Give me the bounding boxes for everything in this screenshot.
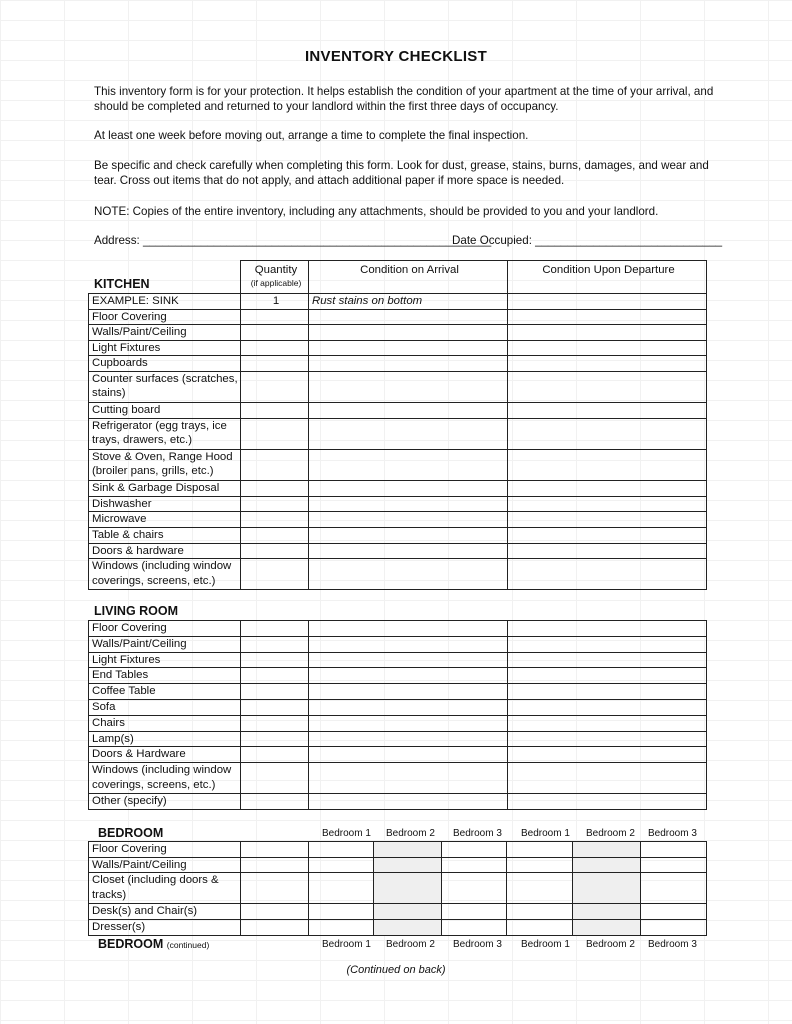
living-room-table <box>88 620 707 810</box>
bedroom-column-header: Bedroom 2 <box>586 828 635 839</box>
table-row <box>89 340 707 356</box>
arrival-condition-cell[interactable] <box>309 747 508 763</box>
departure-condition-cell[interactable] <box>508 652 707 668</box>
departure-condition-cell[interactable] <box>508 371 707 402</box>
bedroom-item-label: Closet (including doors & tracks) <box>89 873 241 904</box>
bedroom-2-cell[interactable] <box>374 919 442 935</box>
departure-condition-cell[interactable] <box>508 543 707 559</box>
bedroom-6-cell[interactable] <box>641 857 707 873</box>
bedroom-column-header: Bedroom 3 <box>648 828 697 839</box>
bedroom-column-header: Bedroom 2 <box>386 828 435 839</box>
living-room-item-label: Lamp(s) <box>89 731 241 747</box>
living-room-item-label: Light Fixtures <box>89 652 241 668</box>
departure-condition-cell[interactable] <box>508 325 707 341</box>
bedroom-3-cell[interactable] <box>442 842 507 858</box>
arrival-condition-cell[interactable] <box>309 684 508 700</box>
bedroom-2-cell[interactable] <box>374 873 442 904</box>
quantity-cell[interactable] <box>241 621 309 637</box>
bedroom-4-cell[interactable] <box>507 857 573 873</box>
living-room-item-label: Other (specify) <box>89 794 241 810</box>
arrival-condition-cell[interactable] <box>309 699 508 715</box>
bedroom-1-cell[interactable] <box>309 904 374 920</box>
arrival-condition-cell[interactable] <box>309 356 508 372</box>
arrival-condition-cell[interactable] <box>309 763 508 794</box>
kitchen-item-label: Cupboards <box>89 356 241 372</box>
arrival-condition-cell[interactable] <box>309 527 508 543</box>
arrival-header: Condition on Arrival <box>309 261 508 294</box>
example-arrival-condition: Rust stains on bottom <box>309 294 508 310</box>
bedroom-1-cell[interactable] <box>309 919 374 935</box>
quantity-cell[interactable] <box>241 481 309 497</box>
table-row <box>89 309 707 325</box>
kitchen-item-label: Floor Covering <box>89 309 241 325</box>
arrival-condition-cell[interactable] <box>309 731 508 747</box>
quantity-cell[interactable] <box>241 512 309 528</box>
quantity-cell[interactable] <box>241 652 309 668</box>
quantity-cell[interactable] <box>241 636 309 652</box>
table-row <box>89 747 707 763</box>
departure-condition-cell[interactable] <box>508 496 707 512</box>
arrival-condition-cell[interactable] <box>309 403 508 419</box>
arrival-condition-cell[interactable] <box>309 652 508 668</box>
bedroom-5-cell[interactable] <box>573 857 641 873</box>
bedroom-6-cell[interactable] <box>641 873 707 904</box>
note-paragraph: NOTE: Copies of the entire inventory, including any attachments, should be provided to you and your landlord. <box>94 205 659 218</box>
departure-condition-cell[interactable] <box>508 356 707 372</box>
page-title: INVENTORY CHECKLIST <box>304 48 488 65</box>
living-room-item-label: Walls/Paint/Ceiling <box>89 636 241 652</box>
kitchen-item-label: Refrigerator (egg trays, ice trays, drawers, etc.) <box>89 418 241 449</box>
departure-condition-cell[interactable] <box>508 309 707 325</box>
living-room-item-label: Coffee Table <box>89 684 241 700</box>
bedroom-2-cell[interactable] <box>374 857 442 873</box>
quantity-cell[interactable] <box>241 715 309 731</box>
kitchen-item-label: Microwave <box>89 512 241 528</box>
quantity-cell[interactable] <box>241 340 309 356</box>
table-row <box>89 418 707 449</box>
quantity-cell[interactable] <box>241 403 309 419</box>
departure-condition-cell[interactable] <box>508 403 707 419</box>
quantity-cell[interactable] <box>241 418 309 449</box>
bedroom-column-header: Bedroom 1 <box>521 828 570 839</box>
bedroom-item-label: Dresser(s) <box>89 919 241 935</box>
departure-header: Condition Upon Departure <box>508 261 707 294</box>
bedroom-column-header: Bedroom 3 <box>453 939 502 950</box>
table-row <box>89 449 707 480</box>
quantity-cell[interactable] <box>241 699 309 715</box>
quantity-cell[interactable] <box>241 449 309 480</box>
quantity-cell[interactable] <box>241 842 309 858</box>
table-row <box>89 857 707 873</box>
departure-condition-cell[interactable] <box>508 763 707 794</box>
quantity-cell[interactable] <box>241 731 309 747</box>
departure-condition-cell[interactable] <box>508 449 707 480</box>
date-occupied-field[interactable]: Date Occupied: _____________________________ <box>452 234 723 247</box>
table-row <box>89 403 707 419</box>
quantity-cell[interactable] <box>241 325 309 341</box>
departure-condition-cell[interactable] <box>508 715 707 731</box>
table-row <box>89 904 707 920</box>
bedroom-column-header: Bedroom 3 <box>453 828 502 839</box>
quantity-cell[interactable] <box>241 543 309 559</box>
arrival-condition-cell[interactable] <box>309 418 508 449</box>
kitchen-item-label: Counter surfaces (scratches, stains) <box>89 371 241 402</box>
quantity-cell[interactable] <box>241 309 309 325</box>
departure-condition-cell[interactable] <box>508 699 707 715</box>
bedroom-column-header: Bedroom 2 <box>586 939 635 950</box>
departure-condition-cell[interactable] <box>508 731 707 747</box>
quantity-header: Quantity (if applicable) <box>241 261 309 294</box>
departure-condition-cell[interactable] <box>508 747 707 763</box>
arrival-condition-cell[interactable] <box>309 621 508 637</box>
arrival-condition-cell[interactable] <box>309 325 508 341</box>
quantity-cell[interactable] <box>241 668 309 684</box>
table-row <box>89 652 707 668</box>
living-room-item-label: Floor Covering <box>89 621 241 637</box>
kitchen-table <box>88 260 707 590</box>
intro-paragraph: This inventory form is for your protection. It helps establish the condition of your apartment at the time of your arrival, and should be completed and returned to your landlord within the first three days of occupancy. <box>94 85 714 113</box>
kitchen-item-label: Sink & Garbage Disposal <box>89 481 241 497</box>
bedroom-item-label: Desk(s) and Chair(s) <box>89 904 241 920</box>
arrival-condition-cell[interactable] <box>309 496 508 512</box>
bedroom-5-cell[interactable] <box>573 873 641 904</box>
quantity-cell[interactable] <box>241 559 309 590</box>
bedroom-table <box>88 841 707 936</box>
kitchen-item-label: Walls/Paint/Ceiling <box>89 325 241 341</box>
kitchen-item-label: Dishwasher <box>89 496 241 512</box>
living-room-item-label: Chairs <box>89 715 241 731</box>
arrival-condition-cell[interactable] <box>309 715 508 731</box>
quantity-cell[interactable] <box>241 684 309 700</box>
kitchen-header-item <box>89 261 241 294</box>
example-quantity: 1 <box>241 294 309 310</box>
bedroom-4-cell[interactable] <box>507 873 573 904</box>
table-row <box>89 763 707 794</box>
living-room-item-label: Windows (including window coverings, screens, etc.) <box>89 763 241 794</box>
quantity-cell[interactable] <box>241 356 309 372</box>
bedroom-2-cell[interactable] <box>374 904 442 920</box>
table-row <box>89 636 707 652</box>
table-row <box>89 842 707 858</box>
bedroom-item-label: Walls/Paint/Ceiling <box>89 857 241 873</box>
bedroom-3-cell[interactable] <box>442 873 507 904</box>
bedroom-3-cell[interactable] <box>442 857 507 873</box>
departure-condition-cell[interactable] <box>508 684 707 700</box>
bedroom-continued-title: BEDROOM (continued) <box>98 937 210 951</box>
table-row <box>89 371 707 402</box>
departure-condition-cell[interactable] <box>508 794 707 810</box>
quantity-cell[interactable] <box>241 371 309 402</box>
table-row <box>89 699 707 715</box>
arrival-condition-cell[interactable] <box>309 636 508 652</box>
living-room-item-label: End Tables <box>89 668 241 684</box>
bedroom-column-header: Bedroom 1 <box>322 939 371 950</box>
bedroom-6-cell[interactable] <box>641 842 707 858</box>
table-row <box>89 481 707 497</box>
arrival-condition-cell[interactable] <box>309 559 508 590</box>
table-row <box>89 715 707 731</box>
bedroom-column-header: Bedroom 1 <box>521 939 570 950</box>
arrival-condition-cell[interactable] <box>309 481 508 497</box>
departure-condition-cell[interactable] <box>508 668 707 684</box>
table-row <box>89 873 707 904</box>
bedroom-item-label: Floor Covering <box>89 842 241 858</box>
bedroom-2-cell[interactable] <box>374 842 442 858</box>
living-room-item-label: Doors & Hardware <box>89 747 241 763</box>
kitchen-item-label: Cutting board <box>89 403 241 419</box>
table-row <box>89 919 707 935</box>
bedroom-column-header: Bedroom 1 <box>322 828 371 839</box>
bedroom-column-header: Bedroom 3 <box>648 939 697 950</box>
example-item: EXAMPLE: SINK <box>89 294 241 310</box>
quantity-cell[interactable] <box>241 747 309 763</box>
quantity-cell[interactable] <box>241 527 309 543</box>
bedroom-6-cell[interactable] <box>641 919 707 935</box>
table-row <box>89 559 707 590</box>
bedroom-title: BEDROOM <box>98 826 164 840</box>
bedroom-3-cell[interactable] <box>442 919 507 935</box>
bedroom-6-cell[interactable] <box>641 904 707 920</box>
table-row <box>89 496 707 512</box>
table-row <box>89 527 707 543</box>
bedroom-1-cell[interactable] <box>309 842 374 858</box>
arrival-condition-cell[interactable] <box>309 340 508 356</box>
continued-on-back-note: (Continued on back) <box>346 964 446 976</box>
bedroom-4-cell[interactable] <box>507 919 573 935</box>
quantity-cell[interactable] <box>241 904 309 920</box>
kitchen-item-label: Stove & Oven, Range Hood (broiler pans, grills, etc.) <box>89 449 241 480</box>
quantity-cell[interactable] <box>241 763 309 794</box>
table-row <box>89 294 707 310</box>
quantity-cell[interactable] <box>241 919 309 935</box>
departure-condition-cell[interactable] <box>508 512 707 528</box>
table-row <box>89 512 707 528</box>
bedroom-1-cell[interactable] <box>309 873 374 904</box>
arrival-condition-cell[interactable] <box>309 512 508 528</box>
move-out-paragraph: At least one week before moving out, arrange a time to complete the final inspection. <box>94 129 529 142</box>
bedroom-column-header: Bedroom 2 <box>386 939 435 950</box>
bedroom-5-cell[interactable] <box>573 919 641 935</box>
table-row <box>89 731 707 747</box>
table-row <box>89 356 707 372</box>
departure-condition-cell[interactable] <box>508 527 707 543</box>
arrival-condition-cell[interactable] <box>309 371 508 402</box>
table-row <box>89 684 707 700</box>
departure-condition-cell[interactable] <box>508 636 707 652</box>
bedroom-3-cell[interactable] <box>442 904 507 920</box>
bedroom-4-cell[interactable] <box>507 842 573 858</box>
kitchen-item-label: Doors & hardware <box>89 543 241 559</box>
table-row <box>89 621 707 637</box>
departure-condition-cell[interactable] <box>508 340 707 356</box>
table-row <box>89 543 707 559</box>
bedroom-5-cell[interactable] <box>573 842 641 858</box>
address-field[interactable]: Address: ______________________________________________________ <box>94 234 492 247</box>
quantity-cell[interactable] <box>241 496 309 512</box>
example-departure-condition <box>508 294 707 310</box>
kitchen-item-label: Windows (including window coverings, screens, etc.) <box>89 559 241 590</box>
departure-condition-cell[interactable] <box>508 481 707 497</box>
living-room-item-label: Sofa <box>89 699 241 715</box>
arrival-condition-cell[interactable] <box>309 543 508 559</box>
arrival-condition-cell[interactable] <box>309 668 508 684</box>
quantity-cell[interactable] <box>241 794 309 810</box>
bedroom-5-cell[interactable] <box>573 904 641 920</box>
bedroom-1-cell[interactable] <box>309 857 374 873</box>
arrival-condition-cell[interactable] <box>309 449 508 480</box>
departure-condition-cell[interactable] <box>508 559 707 590</box>
arrival-condition-cell[interactable] <box>309 794 508 810</box>
departure-condition-cell[interactable] <box>508 621 707 637</box>
instructions-paragraph: Be specific and check carefully when completing this form. Look for dust, grease, stains, burns, damages, and wear and tear. Cross out items that do not apply, and attach additional paper if more space is needed. <box>94 159 709 187</box>
arrival-condition-cell[interactable] <box>309 309 508 325</box>
bedroom-4-cell[interactable] <box>507 904 573 920</box>
table-row <box>89 668 707 684</box>
departure-condition-cell[interactable] <box>508 418 707 449</box>
kitchen-title: KITCHEN <box>94 277 150 291</box>
quantity-cell[interactable] <box>241 873 309 904</box>
kitchen-item-label: Light Fixtures <box>89 340 241 356</box>
quantity-cell[interactable] <box>241 857 309 873</box>
table-row <box>89 794 707 810</box>
table-row <box>89 325 707 341</box>
living-room-title: LIVING ROOM <box>94 604 179 618</box>
kitchen-item-label: Table & chairs <box>89 527 241 543</box>
